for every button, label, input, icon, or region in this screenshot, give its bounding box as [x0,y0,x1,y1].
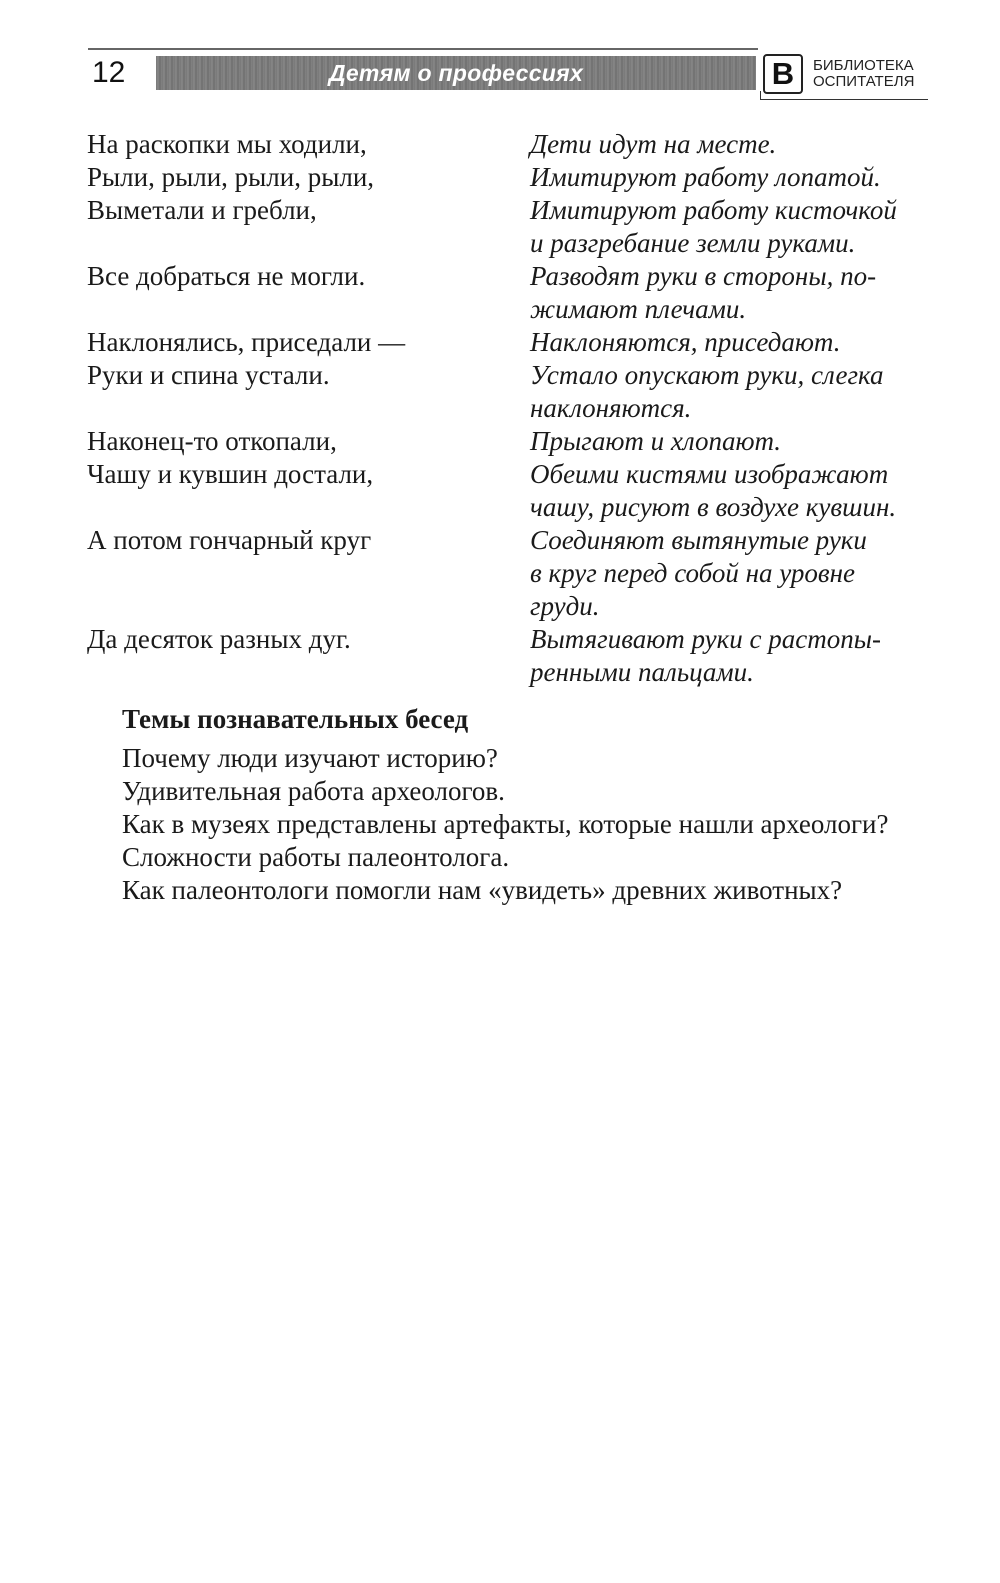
verse-line: Руки и спина устали. [87,360,330,390]
movement-line: Имитируют работу кисточкой [530,195,897,225]
movement-line: чашу, рисуют в воздухе кувшин. [530,492,897,522]
movement-line: Дети идут на месте. [530,129,777,159]
topic-item: Удивительная работа археологов. [122,776,505,806]
topic-item: Как палеонтологи помогли нам «увидеть» древних животных? [122,875,843,905]
series-underline [760,99,928,100]
topic-item: Как в музеях представлены артефакты, которые нашли археологи? [122,809,889,839]
series-name-line1: БИБЛИОТЕКА [813,57,914,74]
topic-item: Сложности работы палеонтолога. [122,842,510,872]
verse-line: Все добраться не могли. [87,261,366,291]
series-logo: В [763,54,803,94]
header-top-rule [88,48,758,50]
verse-line: Рыли, рыли, рыли, рыли, [87,162,375,192]
movement-line: Имитируют работу лопатой. [530,162,881,192]
movement-line: наклоняются. [530,393,692,423]
page-number: 12 [92,56,126,89]
verse-line: Чашу и кувшин достали, [87,459,374,489]
movement-line: ренными пальцами. [530,657,754,687]
movement-line: Наклоняются, приседают. [530,327,841,357]
movement-line: Разводят руки в стороны, по- [530,261,877,291]
verse-line: Наклонялись, приседали — [87,327,406,357]
verse-line: А потом гончарный круг [87,525,372,555]
page-header [0,0,1000,110]
movement-line: и разгребание земли руками. [530,228,856,258]
verse-line: На раскопки мы ходили, [87,129,367,159]
verse-line: Наконец-то откопали, [87,426,337,456]
verse-line: Выметали и гребли, [87,195,317,225]
section-heading: Темы познавательных бесед [122,704,469,734]
series-name-line2: ОСПИТАТЕЛЯ [813,73,915,90]
series-corner-rule [760,91,761,100]
verse-line: Да десяток разных дуг. [87,624,351,654]
movement-line: Вытягивают руки с растопы- [530,624,882,654]
movement-line: Соединяют вытянутые руки [530,525,867,555]
header-band [156,56,756,90]
movement-line: Устало опускают руки, слегка [530,360,884,390]
movement-line: Прыгают и хлопают. [530,426,782,456]
movement-line: в круг перед собой на уровне [530,558,856,588]
series-name [813,58,914,90]
book-title: Детям о профессиях [328,60,584,86]
movement-line: Обеими кистями изображают [530,459,889,489]
movement-line: груди. [530,591,600,621]
movement-line: жимают плечами. [530,294,747,324]
topic-item: Почему люди изучают историю? [122,743,498,773]
